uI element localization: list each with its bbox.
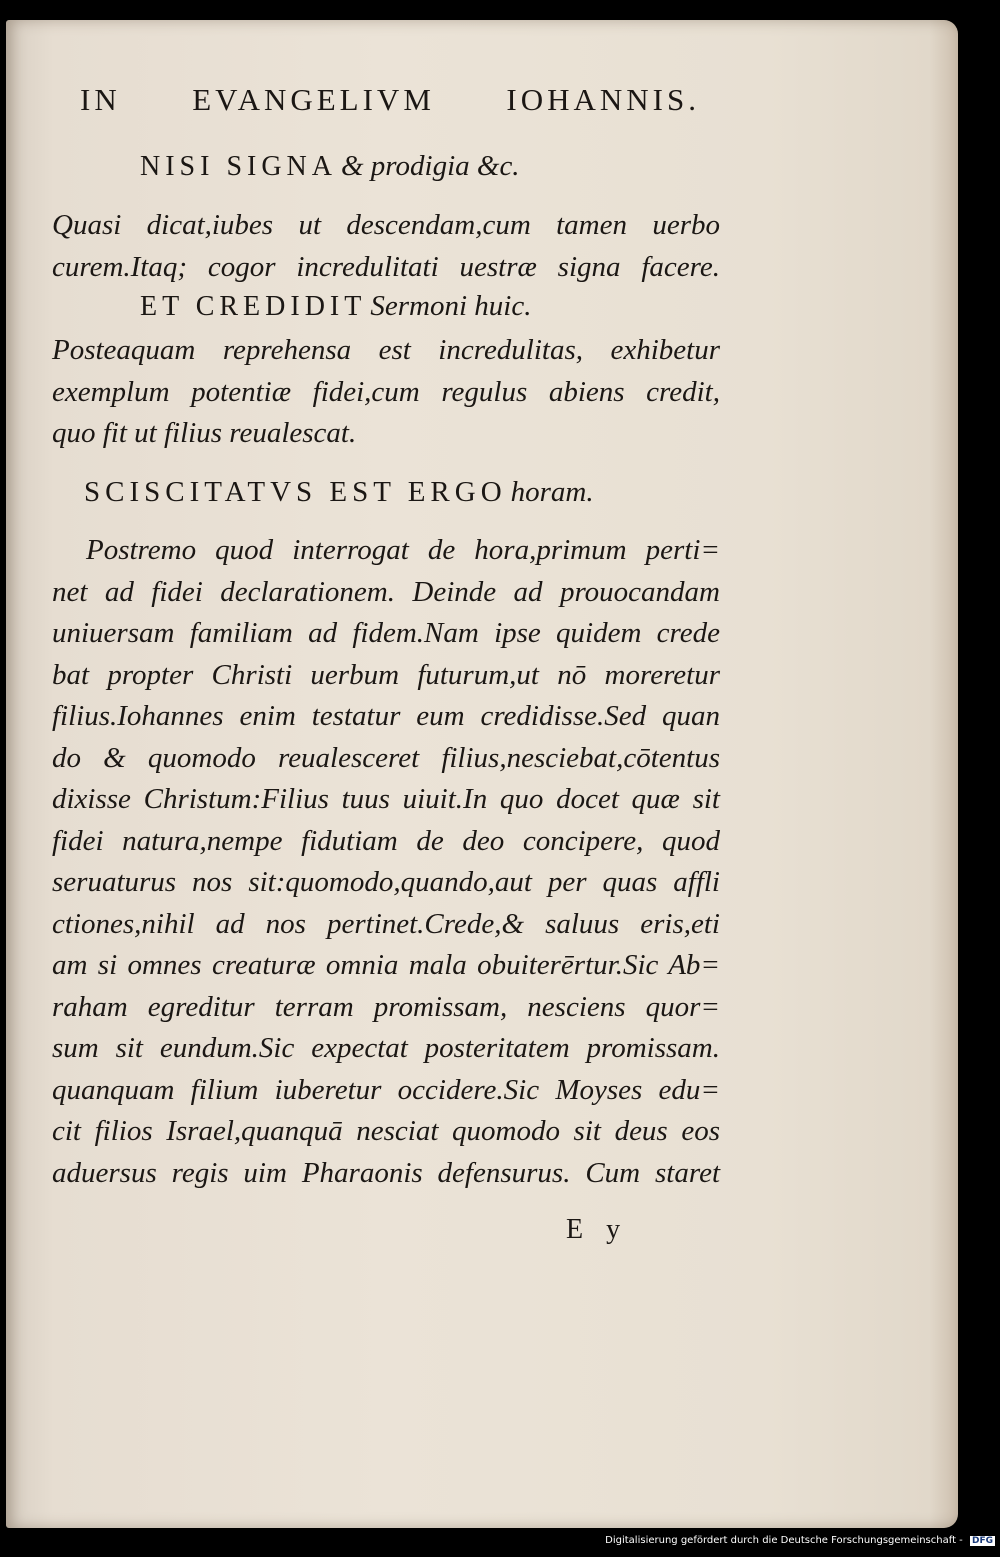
paragraph-3 (52, 530, 720, 1194)
text-line: seruaturus nos sit:quomodo,quando,aut per quas affli (52, 866, 720, 898)
text-line: exemplum potentiæ fidei,cum regulus abiens credit, (52, 375, 720, 408)
running-head: IN EVANGELIVM IOHANNIS. (80, 82, 700, 117)
text-line: sum sit eundum.Sic expectat posteritatem promissam. (52, 1032, 720, 1064)
paragraph-2 (52, 330, 720, 455)
text-line: Posteaquam reprehensa est incredulitas, exhibetur (52, 334, 720, 366)
text-line: filius.Iohannes enim testatur eum credidisse.Sed quan (52, 700, 720, 732)
paragraph-1 (52, 205, 720, 288)
text-line: do & quomodo reualesceret filius,nesciebat,cōtentus (52, 741, 720, 774)
heading-italic: Sermoni huic. (370, 290, 532, 322)
text-line: fidei natura,nempe fidutiam de deo concipere, quod (52, 824, 720, 857)
footer-text: Digitalisierung gefördert durch die Deutsche Forschungsgemeinschaft - (605, 1535, 963, 1546)
text-line: Quasi dicat,iubes ut descendam,cum tamen uerbo (52, 209, 720, 241)
section-heading-1 (140, 150, 520, 183)
section-heading-2 (140, 290, 531, 323)
text-line: dixisse Christum:Filius tuus uiuit.In quo docet quæ sit (52, 783, 720, 815)
text-line: Postremo quod interrogat de hora,primum perti= (86, 534, 720, 566)
heading-caps: SCISCITATVS EST ERGO (84, 476, 507, 508)
text-line: quanquam filium iuberetur occidere.Sic Moyses edu= (52, 1073, 720, 1106)
text-line: quo fit ut filius reualescat. (52, 417, 357, 449)
heading-caps: NISI SIGNA (140, 151, 337, 182)
text-line: aduersus regis uim Pharaonis defensurus. Cum staret (52, 1156, 720, 1189)
text-line: bat propter Christi uerbum futurum,ut nō moreretur (52, 658, 720, 691)
text-line: ctiones,nihil ad nos pertinet.Crede,& saluus eris,eti (52, 907, 720, 940)
heading-italic: horam. (510, 476, 594, 508)
text-line: am si omnes creaturæ omnia mala obuiterērtur.Sic Ab= (52, 949, 720, 981)
text-line: cit filios Israel,quanquā nesciat quomodo sit deus eos (52, 1115, 720, 1147)
text-line: curem.Itaq; cogor incredulitati uestræ signa facere. (52, 250, 720, 283)
text-line: raham egreditur terram promissam, nesciens quor= (52, 990, 720, 1023)
heading-caps: ET CREDIDIT (140, 291, 367, 322)
text-line: uniuersam familiam ad fidem.Nam ipse quidem crede (52, 617, 720, 649)
dfg-logo: DFG (971, 1536, 993, 1546)
heading-italic: & prodigia &c. (341, 150, 520, 182)
footer-credit (0, 1535, 995, 1546)
section-heading-3 (84, 476, 720, 509)
signature-mark: E y (566, 1214, 629, 1245)
text-line: net ad fidei declarationem. Deinde ad prouocandam (52, 575, 720, 608)
